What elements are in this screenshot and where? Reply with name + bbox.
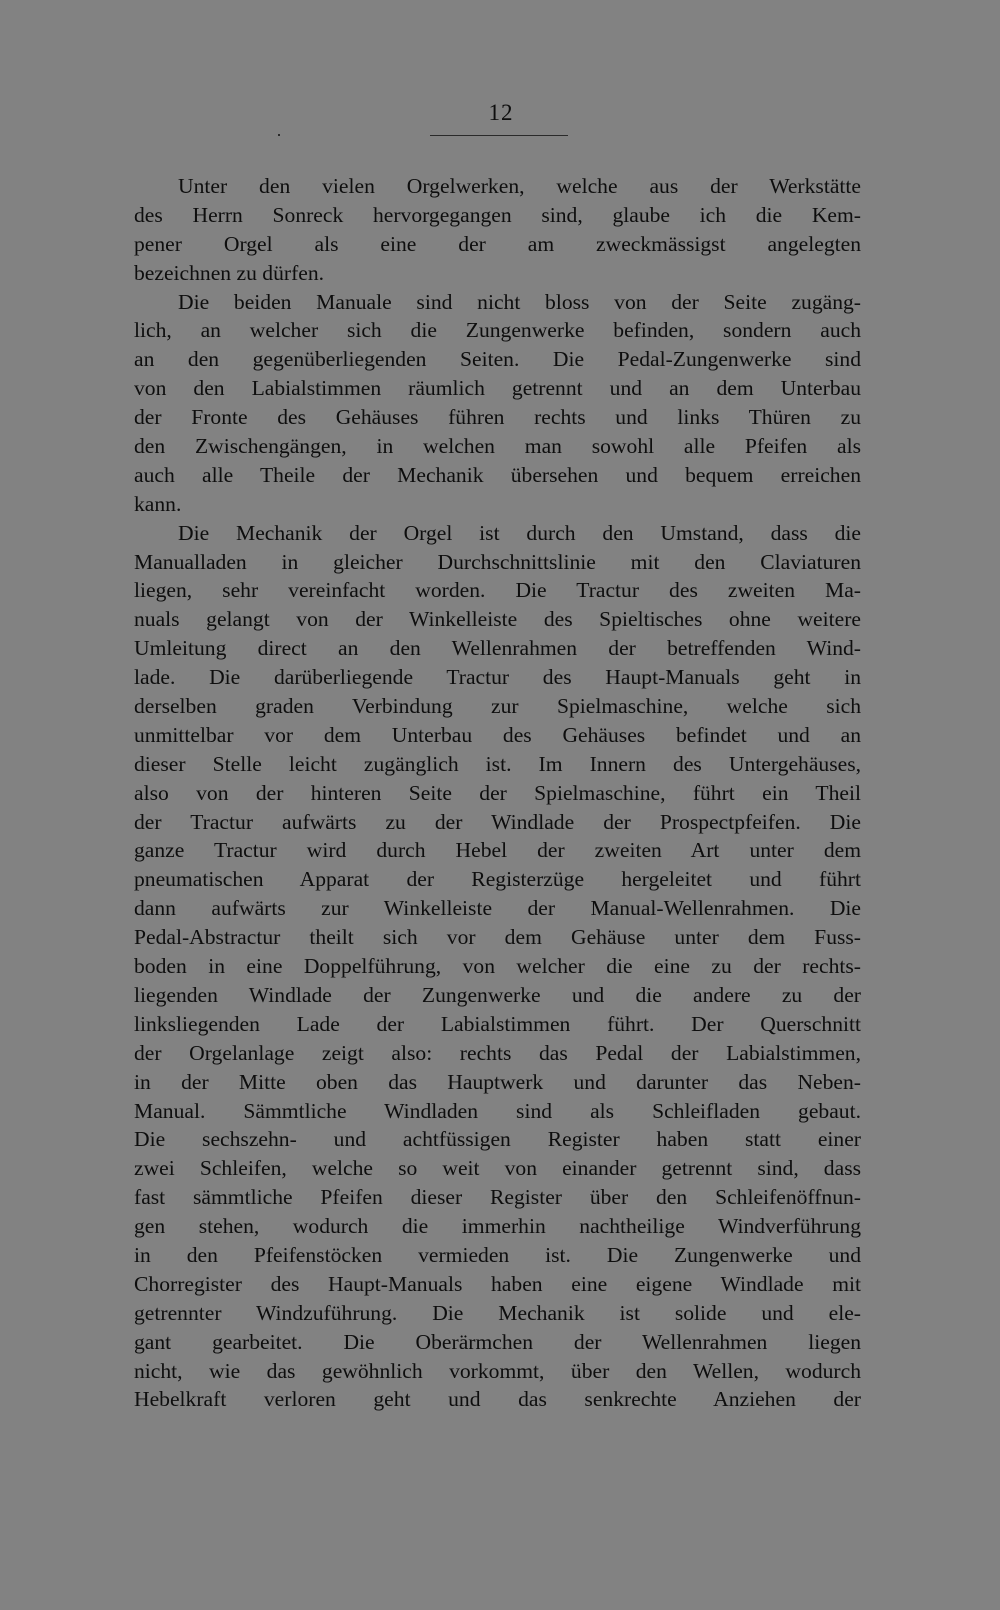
text-line: ganze Tractur wird durch Hebel der zweiten Art unter dem xyxy=(134,838,861,863)
text-line: kann. xyxy=(134,491,182,516)
text-line: auch alle Theile der Mechanik übersehen und bequem erreichen xyxy=(134,462,861,487)
text-line: Chorregister des Haupt-Manuals haben eine eigene Windlade mit xyxy=(134,1271,861,1296)
text-line: Unter den vielen Orgelwerken, welche aus der Werkstätte xyxy=(178,174,861,198)
text-line: Die beiden Manuale sind nicht bloss von der Seite zugäng- xyxy=(178,289,861,314)
text-line: Umleitung direct an den Wellenrahmen der betreffenden Wind- xyxy=(134,636,861,661)
text-line: nuals gelangt von der Winkelleiste des Spieltisches ohne weitere xyxy=(134,607,861,632)
text-line: linksliegenden Lade der Labialstimmen führt. Der Querschnitt xyxy=(134,1011,861,1036)
text-line: den Zwischengängen, in welchen man sowohl alle Pfeifen als xyxy=(134,434,861,459)
text-line: bezeichnen zu dürfen. xyxy=(134,260,325,285)
text-line: gen stehen, wodurch die immerhin nachtheilige Windverführung xyxy=(134,1214,861,1239)
page-number: 12 xyxy=(488,100,514,125)
text-line: von den Labialstimmen räumlich getrennt und an dem Unterbau xyxy=(134,376,861,401)
text-line: Manual. Sämmtliche Windladen sind als Schleifladen gebaut. xyxy=(134,1098,861,1123)
text-line: an den gegenüberliegenden Seiten. Die Pedal-Zungenwerke sind xyxy=(134,347,861,372)
text-line: liegenden Windlade der Zungenwerke und die andere zu der xyxy=(134,982,861,1007)
body-text xyxy=(134,172,861,1414)
text-line: Die sechszehn- und achtfüssigen Register haben statt einer xyxy=(134,1127,861,1152)
page-header xyxy=(0,100,1000,126)
text-line: lade. Die darüberliegende Tractur des Haupt-Manuals geht in xyxy=(134,665,861,690)
text-line: liegen, sehr vereinfacht worden. Die Tractur des zweiten Ma- xyxy=(134,578,861,603)
text-line: Manualladen in gleicher Durchschnittslinie mit den Claviaturen xyxy=(134,549,861,574)
text-line: der Fronte des Gehäuses führen rechts und links Thüren zu xyxy=(134,405,861,430)
text-line: in den Pfeifenstöcken vermieden ist. Die Zungenwerke und xyxy=(134,1242,861,1267)
text-line: boden in eine Doppelführung, von welcher die eine zu der rechts- xyxy=(134,954,861,979)
text-line: dieser Stelle leicht zugänglich ist. Im Innern des Untergehäuses, xyxy=(134,751,861,776)
text-line: zwei Schleifen, welche so weit von einander getrennt sind, dass xyxy=(134,1156,861,1181)
text-line: Die Mechanik der Orgel ist durch den Umstand, dass die xyxy=(178,520,861,545)
text-line: in der Mitte oben das Hauptwerk und darunter das Neben- xyxy=(134,1069,861,1094)
text-line: lich, an welcher sich die Zungenwerke befinden, sondern auch xyxy=(134,318,861,343)
text-line: unmittelbar vor dem Unterbau des Gehäuses befindet und an xyxy=(134,722,861,747)
text-line: pneumatischen Apparat der Registerzüge hergeleitet und führt xyxy=(134,867,861,892)
text-line: pener Orgel als eine der am zweckmässigst angelegten xyxy=(134,231,861,256)
text-line: nicht, wie das gewöhnlich vorkommt, über den Wellen, wodurch xyxy=(134,1358,861,1383)
text-line: getrennter Windzuführung. Die Mechanik ist solide und ele- xyxy=(134,1300,861,1325)
text-line: der Orgelanlage zeigt also: rechts das Pedal der Labialstimmen, xyxy=(134,1040,861,1065)
text-line: Hebelkraft verloren geht und das senkrechte Anziehen der xyxy=(134,1387,861,1412)
text-line: des Herrn Sonreck hervorgegangen sind, glaube ich die Kem- xyxy=(134,202,861,227)
text-line: also von der hinteren Seite der Spielmaschine, führt ein Theil xyxy=(134,780,861,805)
header-rule xyxy=(430,135,568,136)
text-line: Pedal-Abstractur theilt sich vor dem Gehäuse unter dem Fuss- xyxy=(134,925,861,950)
text-line: derselben graden Verbindung zur Spielmaschine, welche sich xyxy=(134,694,861,719)
header-mark xyxy=(278,134,280,136)
text-line: gant gearbeitet. Die Oberärmchen der Wellenrahmen liegen xyxy=(134,1329,861,1354)
text-line: fast sämmtliche Pfeifen dieser Register über den Schleifenöffnun- xyxy=(134,1185,861,1210)
text-line: der Tractur aufwärts zu der Windlade der Prospectpfeifen. Die xyxy=(134,809,861,834)
text-line: dann aufwärts zur Winkelleiste der Manual-Wellenrahmen. Die xyxy=(134,896,861,921)
